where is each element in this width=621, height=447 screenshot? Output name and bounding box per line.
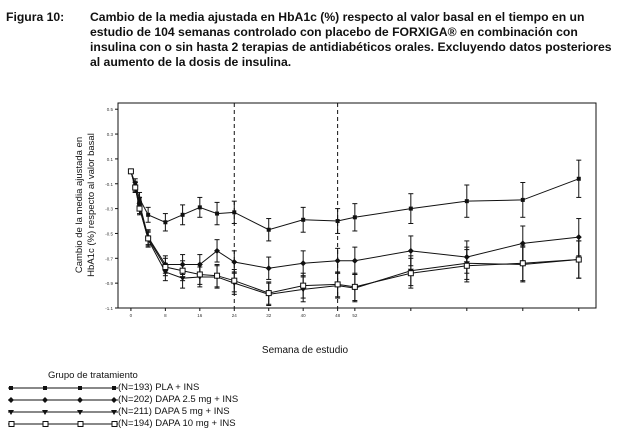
data-point [181,213,185,217]
data-point [335,282,340,287]
legend-line-pla [8,382,120,394]
data-point [215,212,219,216]
data-point [137,206,142,211]
legend-label-pla: (N=193) PLA + INS [118,382,200,393]
data-point [146,213,150,217]
y-tick-label: -0.9 [105,281,113,287]
legend-label-dapa-2-5: (N=202) DAPA 2.5 mg + INS [118,394,239,405]
y-tick-label: 0.5 [106,107,113,113]
x-tick-label: 0 [129,313,133,318]
x-tick-label: 52 [352,313,358,318]
x-tick-label: 48 [335,313,341,318]
data-point [232,278,237,283]
y-axis-label: Cambio de la media ajustada enHbA1c (%) respecto al valor basal [74,133,97,277]
y-tick-label: -0.1 [105,181,113,187]
data-point [232,210,236,214]
x-tick-label: 40 [300,313,306,318]
data-point [408,271,413,276]
data-point [576,234,582,240]
legend-title: Grupo de tratamiento [48,370,138,381]
data-point [300,260,306,266]
data-point [180,268,185,273]
data-point [198,205,202,209]
data-point [146,236,151,241]
legend-line-dapa-10 [8,418,120,430]
figure-caption-text: Cambio de la media ajustada en HbA1c (%) respecto al valor basal en el tiempo en un estudio de 104 semanas controlado con placebo de FORXIGA® en combinación con insulina con o sin hasta 2 terapias de antidiabéticos orales. Excluyendo datos posteriores al aumento de la dosis de insulina. [90,10,612,69]
y-tick-label: -0.5 [105,231,113,237]
data-point [335,258,341,264]
data-point [163,265,168,270]
data-point [465,199,469,203]
y-tick-label: 0.1 [106,156,113,162]
data-point [352,258,358,264]
data-point [266,291,271,296]
data-point [408,248,414,254]
data-point [301,283,306,288]
x-tick-label: 24 [231,313,237,318]
figure-label: Figura 10: [6,10,65,24]
y-tick-label: -0.7 [105,256,113,262]
data-point [301,218,305,222]
data-point [576,257,581,262]
data-point [266,265,272,271]
x-tick-label: 16 [197,313,203,318]
x-tick-label: 32 [266,313,272,318]
data-point [520,261,525,266]
data-point [521,198,525,202]
data-point [197,272,202,277]
data-point [336,219,340,223]
data-point [577,177,581,181]
legend-label-dapa-5: (N=211) DAPA 5 mg + INS [118,406,230,417]
legend-line-dapa-5 [8,406,120,418]
y-tick-label: -1.1 [105,306,113,311]
legend-line-dapa-2-5 [8,394,120,406]
data-point [128,169,133,174]
data-point [215,273,220,278]
data-point [163,220,167,224]
y-tick-label: 0.3 [106,132,113,138]
x-axis-label: Semana de estudio [261,345,349,356]
legend-label-dapa-10: (N=194) DAPA 10 mg + INS [118,418,236,429]
data-point [352,284,357,289]
data-point [464,263,469,268]
data-point [353,215,357,219]
data-point [231,259,237,265]
x-tick-label: 8 [164,313,167,318]
data-point [267,228,271,232]
y-tick-label: -0.3 [105,206,113,212]
data-point [133,185,138,190]
data-point [409,207,413,211]
